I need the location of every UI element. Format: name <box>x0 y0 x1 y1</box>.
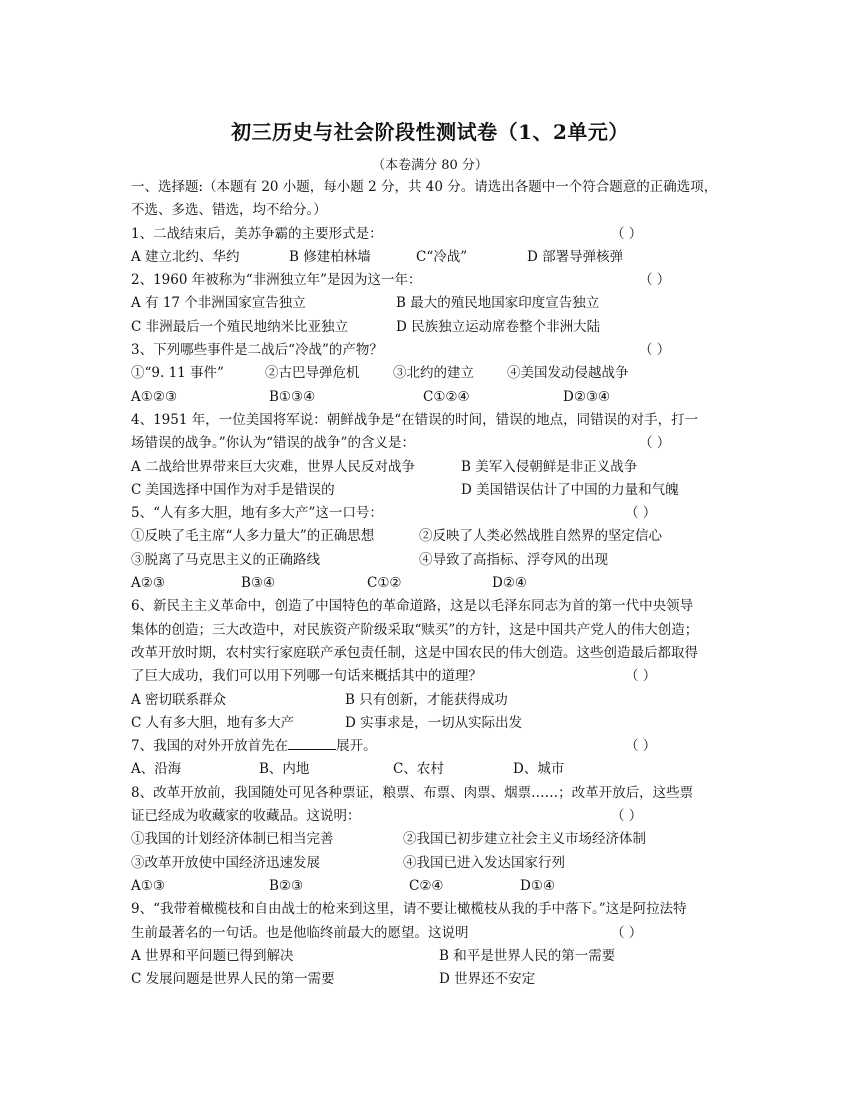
item-1: ①“9. 11 事件” <box>131 365 224 382</box>
option-d: D②③④ <box>563 388 611 405</box>
question-5-items-row-1 <box>131 525 731 548</box>
question-1-stem <box>131 223 731 246</box>
question-6-line-4 <box>131 665 731 688</box>
option-c: C 美国选择中国作为对手是错误的 <box>131 481 335 498</box>
item-4: ④我国已进入发达国家行列 <box>403 854 565 871</box>
option-a: A 世界和平问题已得到解决 <box>131 947 294 964</box>
option-b: B 修建柏林墙 <box>289 248 371 265</box>
option-a: A①②③ <box>131 388 178 405</box>
answer-parentheses: （ ） <box>625 668 657 685</box>
option-a: A 建立北约、华约 <box>131 248 240 265</box>
question-2-stem <box>131 269 731 292</box>
question-3-stem <box>131 339 731 362</box>
option-c: C、农村 <box>393 761 444 778</box>
question-6-options-row-1 <box>131 689 731 712</box>
item-2: ②古巴导弹危机 <box>265 365 360 382</box>
question-5-options <box>131 572 731 595</box>
option-c: C 人有多大胆，地有多大产 <box>131 714 295 731</box>
question-3-items <box>131 362 731 385</box>
option-d: D 民族独立运动席卷整个非洲大陆 <box>396 318 601 335</box>
question-list <box>131 176 731 991</box>
item-3: ③脱离了马克思主义的正确路线 <box>131 551 320 568</box>
option-a: A 有 17 个非洲国家宣告独立 <box>131 295 306 312</box>
option-b: B①③④ <box>269 388 316 405</box>
question-6-line-3: 改革开放时期，农村实行家庭联产承包责任制，这是中国农民的伟大创造。这些创造最后都取得 <box>131 644 698 661</box>
question-1-options <box>131 246 731 269</box>
question-2-options-row-2 <box>131 316 731 339</box>
item-4: ④美国发动侵越战争 <box>507 365 629 382</box>
question-8-line-1: 8、改革开放前，我国随处可见各种票证，粮票、布票、肉票、烟票……；改革开放后，这些票 <box>131 784 694 801</box>
option-d: D 实事求是，一切从实际出发 <box>345 714 523 731</box>
option-b: B 和平是世界人民的第一需要 <box>439 947 616 964</box>
option-a: A①③ <box>131 877 165 894</box>
answer-parentheses: （ ） <box>639 435 671 452</box>
option-b: B 美军入侵朝鲜是非正义战争 <box>461 458 638 475</box>
question-9-text: 生前最著名的一句话。也是他临终前最大的愿望。这说明 <box>131 924 469 941</box>
item-2: ②反映了人类必然战胜自然界的坚定信心 <box>419 528 662 545</box>
question-5-items-row-2 <box>131 549 731 572</box>
question-1-text: 1、二战结束后，美苏争霸的主要形式是： <box>131 225 383 242</box>
option-c: C“冷战” <box>416 248 468 265</box>
item-1: ①反映了毛主席“人多力量大”的正确思想 <box>131 528 375 545</box>
option-a: A②③ <box>131 575 165 592</box>
option-d: D 部署导弹核弹 <box>527 248 624 265</box>
answer-parentheses: （ ） <box>611 924 643 941</box>
question-9-options-row-2 <box>131 968 731 991</box>
question-7-options <box>131 758 731 781</box>
answer-parentheses: （ ） <box>611 225 643 242</box>
option-c: C①②④ <box>423 388 470 405</box>
question-4-options-row-1 <box>131 456 731 479</box>
option-d: D②④ <box>492 575 528 592</box>
section-instructions-line-2: 不选、多选、错选，均不给分。） <box>131 202 327 219</box>
option-a: A、沿海 <box>131 761 182 778</box>
question-9-options-row-1 <box>131 945 731 968</box>
option-d: D 世界还不安定 <box>439 971 536 988</box>
question-6-line-1: 6、新民主主义革命中，创造了中国特色的革命道路，这是以毛泽东同志为首的第一代中央领导 <box>131 598 694 615</box>
question-4-line-2 <box>131 432 731 455</box>
item-1: ①我国的计划经济体制已相当完善 <box>131 831 334 848</box>
page-subtitle: （本卷满分 80 分） <box>372 158 488 173</box>
option-b: B 最大的殖民地国家印度宣告独立 <box>396 295 600 312</box>
section-instructions-line-1: 一、选择题:（本题有 20 小题，每小题 2 分，共 40 分。请选出各题中一个符合题意的正确选项， <box>131 179 718 195</box>
question-8-line-2 <box>131 805 731 828</box>
question-9-line-1: 9、“我带着橄榄枝和自由战士的枪来到这里，请不要让橄榄枝从我的手中落下。”这是阿拉法特 <box>131 901 687 918</box>
question-4-line-1: 4、1951 年，一位美国将军说：朝鲜战争是“在错误的时间，错误的地点，同错误的对手，打一 <box>131 411 699 428</box>
item-2: ②我国已初步建立社会主义市场经济体制 <box>403 831 646 848</box>
item-3: ③北约的建立 <box>393 365 474 382</box>
option-b: B、内地 <box>259 761 310 778</box>
option-c: C②④ <box>409 877 444 894</box>
question-8-options <box>131 875 731 898</box>
option-b: B②③ <box>269 877 304 894</box>
answer-parentheses: （ ） <box>639 272 671 289</box>
question-7-stem <box>131 735 731 758</box>
question-2-text: 2、1960 年被称为“非洲独立年”是因为这一年： <box>131 272 422 289</box>
question-4-text: 场错误的战争。”你认为“错误的战争”的含义是： <box>131 435 415 452</box>
item-4: ④导致了高指标、浮夸风的出现 <box>419 551 608 568</box>
option-b: B③④ <box>241 575 276 592</box>
question-5-stem <box>131 502 731 525</box>
question-6-line-2: 集体的创造；三大改造中，对民族资产阶级采取“赎买”的方针，这是中国共产党人的伟大创造； <box>131 621 699 638</box>
answer-parentheses: （ ） <box>611 808 643 825</box>
option-c: C 非洲最后一个殖民地纳米比亚独立 <box>131 318 349 335</box>
question-9-line-2 <box>131 922 731 945</box>
question-7-text-after: 展开。 <box>336 738 377 755</box>
option-d: D、城市 <box>513 761 565 778</box>
question-7-text-before: 7、我国的对外开放首先在 <box>131 738 289 755</box>
answer-parentheses: （ ） <box>625 738 657 755</box>
question-5-text: 5、“人有多大胆，地有多大产”这一口号： <box>131 505 383 522</box>
question-8-items-row-1 <box>131 828 731 851</box>
answer-parentheses: （ ） <box>639 342 671 359</box>
question-8-text: 证已经成为收藏家的收藏品。这说明： <box>131 808 361 825</box>
option-c: C①② <box>367 575 402 592</box>
option-c: C 发展问题是世界人民的第一需要 <box>131 971 335 988</box>
question-6-text: 了巨大成功，我们可以用下列哪一句话来概括其中的道理？ <box>131 668 482 685</box>
option-d: D①④ <box>520 877 556 894</box>
question-3-options <box>131 386 731 409</box>
option-a: A 二战给世界带来巨大灾难，世界人民反对战争 <box>131 458 416 475</box>
page-title: 初三历史与社会阶段性测试卷（1、2单元） <box>231 120 629 144</box>
question-6-options-row-2 <box>131 712 731 735</box>
answer-parentheses: （ ） <box>625 505 657 522</box>
question-3-text: 3、下列哪些事件是二战后“冷战”的产物？ <box>131 342 383 359</box>
fill-in-blank <box>288 735 336 750</box>
question-8-items-row-2 <box>131 852 731 875</box>
question-2-options-row-1 <box>131 292 731 315</box>
item-3: ③改革开放使中国经济迅速发展 <box>131 854 320 871</box>
option-d: D 美国错误估计了中国的力量和气魄 <box>461 481 679 498</box>
option-a: A 密切联系群众 <box>131 691 227 708</box>
option-b: B 只有创新，才能获得成功 <box>345 691 508 708</box>
question-4-options-row-2 <box>131 479 731 502</box>
